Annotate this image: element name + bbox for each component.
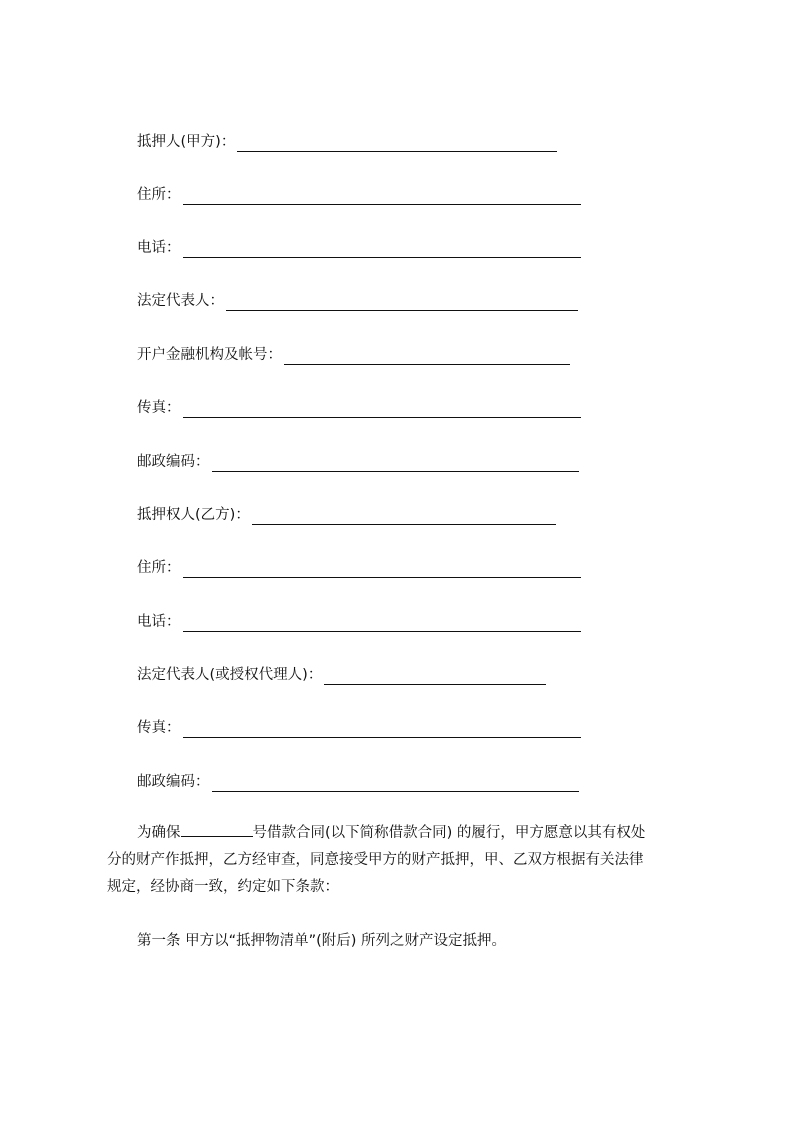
legal-rep-b-field bbox=[137, 663, 546, 685]
address-a-blank[interactable] bbox=[183, 188, 581, 205]
intro-line-2: 分的财产作抵押，乙方经审查，同意接受甲方的财产抵押，甲、乙双方根据有关法律 bbox=[107, 852, 644, 868]
mortgagor-field bbox=[137, 130, 557, 152]
bank-account-blank[interactable] bbox=[284, 348, 570, 365]
intro-line-3: 规定，经协商一致，约定如下条款： bbox=[107, 879, 339, 895]
fax-a-field bbox=[137, 396, 581, 418]
intro-line-1 bbox=[137, 820, 645, 847]
fax-b-label: 传真： bbox=[137, 720, 181, 736]
bank-account-label: 开户金融机构及帐号： bbox=[137, 347, 282, 363]
legal-rep-b-label: 法定代表人(或授权代理人)： bbox=[137, 667, 323, 683]
postcode-a-blank[interactable] bbox=[212, 455, 579, 472]
postcode-b-label: 邮政编码： bbox=[137, 774, 210, 790]
fax-b-field bbox=[137, 716, 581, 738]
legal-rep-a-field bbox=[137, 289, 578, 311]
fax-a-blank[interactable] bbox=[183, 401, 581, 418]
mortgagee-blank[interactable] bbox=[252, 508, 556, 525]
postcode-a-field bbox=[137, 450, 579, 472]
address-b-label: 住所： bbox=[137, 560, 181, 576]
address-a-field bbox=[137, 183, 581, 205]
postcode-b-field bbox=[137, 770, 579, 792]
legal-rep-a-blank[interactable] bbox=[226, 294, 578, 311]
phone-a-field bbox=[137, 236, 581, 258]
postcode-b-blank[interactable] bbox=[212, 775, 579, 792]
phone-a-label: 电话： bbox=[137, 240, 181, 256]
bank-account-field bbox=[137, 343, 570, 365]
fax-a-label: 传真： bbox=[137, 400, 181, 416]
phone-b-label: 电话： bbox=[137, 614, 181, 630]
legal-rep-a-label: 法定代表人： bbox=[137, 293, 224, 309]
intro-prefix: 为确保 bbox=[137, 825, 181, 841]
phone-a-blank[interactable] bbox=[183, 241, 581, 258]
intro-suffix: 号借款合同(以下简称借款合同) 的履行，甲方愿意以其有权处 bbox=[252, 825, 646, 841]
postcode-a-label: 邮政编码： bbox=[137, 454, 210, 470]
fax-b-blank[interactable] bbox=[183, 721, 581, 738]
address-b-field bbox=[137, 556, 581, 578]
article-1: 第一条 甲方以“抵押物清单”(附后) 所列之财产设定抵押。 bbox=[137, 933, 507, 949]
legal-rep-b-blank[interactable] bbox=[324, 668, 546, 685]
mortgagee-label: 抵押权人(乙方)： bbox=[137, 507, 250, 523]
mortgagee-field bbox=[137, 503, 556, 525]
address-a-label: 住所： bbox=[137, 187, 181, 203]
mortgagor-blank[interactable] bbox=[237, 135, 557, 152]
address-b-blank[interactable] bbox=[183, 561, 581, 578]
mortgagor-label: 抵押人(甲方)： bbox=[137, 134, 236, 150]
phone-b-field bbox=[137, 610, 581, 632]
phone-b-blank[interactable] bbox=[183, 615, 581, 632]
contract-number-blank[interactable] bbox=[181, 821, 253, 837]
